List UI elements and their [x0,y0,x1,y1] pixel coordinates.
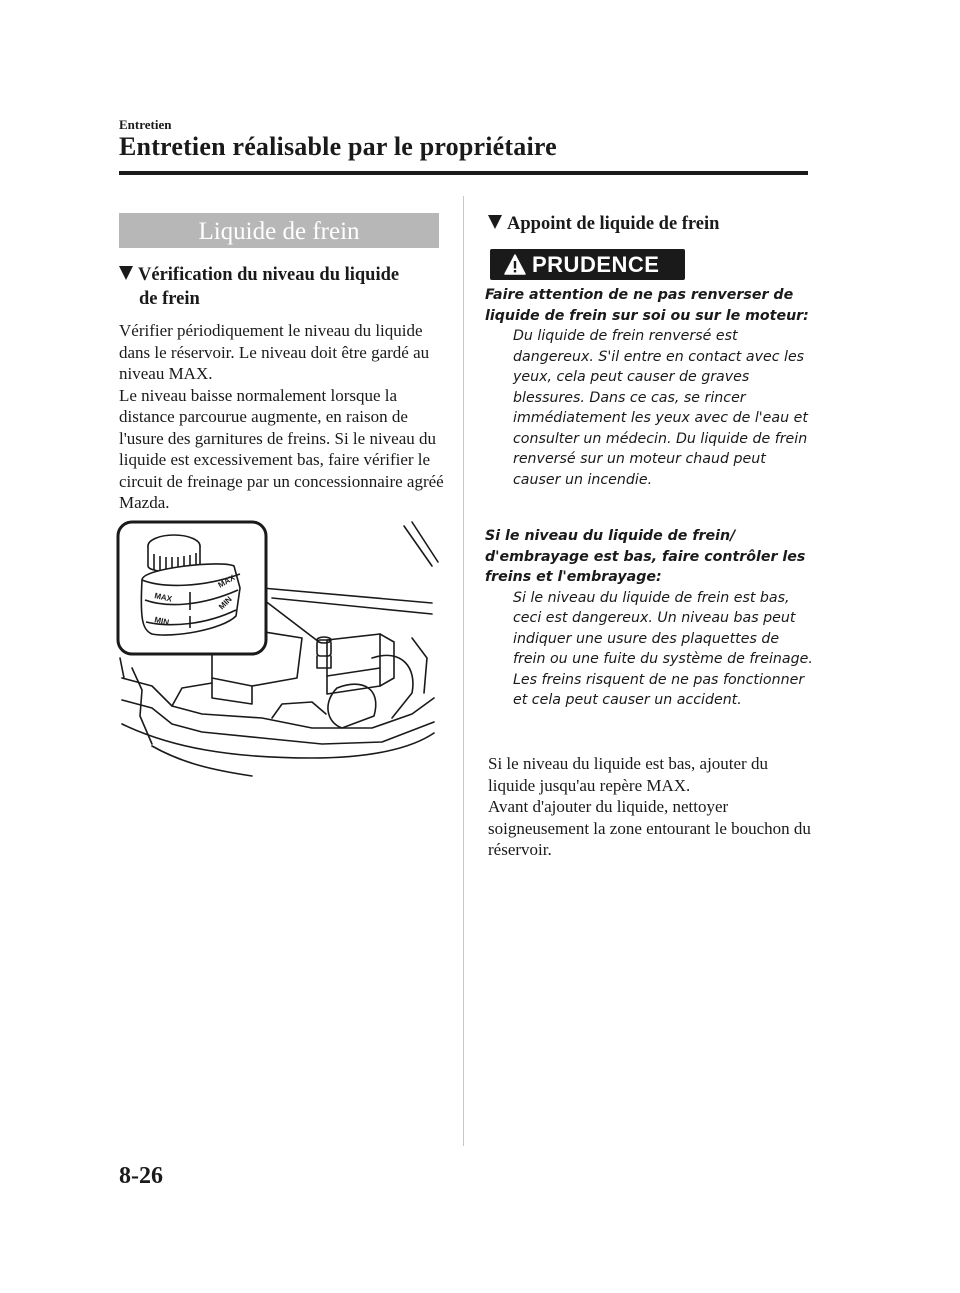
bay-edge-line [262,588,432,603]
warning-low-level-lead: Si le niveau du liquide de frein/ d'embrayage est bas, faire contrôler les freins et l'embrayage: [485,528,806,585]
page-number: 8-26 [119,1163,163,1189]
brake-reservoir-illustration [112,518,442,778]
subheading-refill-text: Appoint de liquide de frein [507,214,720,234]
refill-text [488,753,812,861]
section-banner: Liquide de frein [119,213,439,248]
warning-spill [485,285,815,490]
warning-low-level [485,526,815,711]
bumper-line [122,724,434,758]
subheading-refill [488,212,818,236]
triangle-bullet-icon [488,215,502,229]
subheading-line2: de frein [139,289,200,309]
caution-label: PRUDENCE [532,252,660,277]
check-level-text [119,320,445,514]
max-label-right: MAX [216,573,237,590]
min-label-right: MIN [217,594,234,612]
header-rule [119,171,808,175]
warning-spill-detail: Du liquide de frein renversé est dangereux. S'il entre en contact avec les yeux, cela peut causer de graves blessures. Dans ce cas, se rincer immédiatement les yeux avec de l'eau et consulter un médecin. Du liquide de frein renversé sur un moteur chaud peut causer un incendie. [513,328,808,488]
warning-low-level-detail: Si le niveau du liquide de frein est bas, ceci est dangereux. Un niveau bas peut indiquer une usure des plaquettes de frein ou une fuite du système de freinage. Les freins risquent de ne pas fonctionner et cela peut causer un accident. [513,589,813,708]
min-label-left: MIN [153,615,170,628]
paragraph-check-level-1: Vérifier périodiquement le niveau du liquide dans le réservoir. Le niveau doit être gardé au niveau MAX. [119,321,430,383]
subheading-line1: Vérification du niveau du liquide [138,265,400,285]
subheading-check-level [119,263,449,311]
battery-box [327,634,380,676]
page-title: Entretien réalisable par le propriétaire [119,132,557,161]
section-label: Entretien [119,117,172,132]
warning-triangle-icon [504,254,526,276]
caution-badge [490,249,685,280]
warning-spill-lead: Faire attention de ne pas renverser de liquide de frein sur soi ou sur le moteur: [485,287,809,324]
column-divider [463,196,464,1146]
paragraph-check-level-2: Le niveau baisse normalement lorsque la distance parcourue augmente, en raison de l'usure des garnitures de freins. Si le niveau du liquide est excessivement bas, faire vérifier le circuit de freinage par un concessionnaire agréé Mazda. [119,385,444,512]
paragraph-refill-1: Si le niveau du liquide est bas, ajouter du liquide jusqu'au repère MAX. [488,754,768,795]
max-label-left: MAX [153,591,173,604]
paragraph-refill-2: Avant d'ajouter du liquide, nettoyer soigneusement la zone entourant le bouchon du réservoir. [488,797,811,859]
triangle-bullet-icon [119,266,133,280]
